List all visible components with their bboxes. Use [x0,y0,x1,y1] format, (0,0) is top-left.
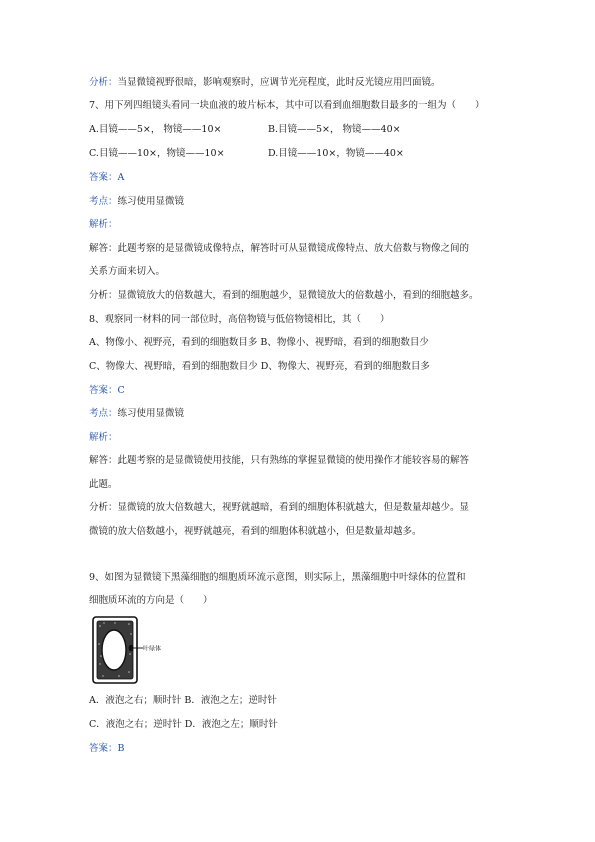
q9-answer-line [89,743,125,755]
q9-options-ab: A．液泡之右；顺时针 B．液泡之左；逆时针 [89,695,277,706]
topic-label: 考点： [89,196,118,207]
q7-topic-line [89,196,184,208]
answer-label: 答案： [89,172,118,183]
q8-answer-line [89,385,125,397]
q7-option-a: A.目镜——5×， 物镜——10× [89,124,222,135]
q8-solution-line-2: 此题。 [89,479,118,490]
chloroplast-label: 叶绿体 [143,645,162,653]
solution-label: 解答： [89,243,118,254]
black-algae-cell-figure [89,614,169,686]
q7-stem: 7、用下列四组镜头看同一块血液的玻片标本，其中可以看到血细胞数目最多的一组为（ ） [89,100,485,111]
q8-solution-line-1 [89,455,469,467]
q8-options-ab: A、物像小、视野亮，看到的细胞数目多 B、物像小、视野暗，看到的细胞数目少 [89,337,429,348]
q8-topic: 练习使用显微镜 [117,408,185,419]
q9-options-cd: C．液泡之右；逆时针 D．液泡之左；顺时针 [89,719,278,730]
q6-analysis-text: 当显微镜视野很暗，影响观察时，应调节光亮程度，此时反光镜应用凹面镜。 [117,77,441,88]
q8-analysis-text-1: 显微镜的放大倍数越大，视野就越暗，看到的细胞体积就越大，但是数量却越少。显 [117,502,470,513]
q8-solution-text-1: 此题考察的是显微镜使用技能，只有熟练的掌握显微镜的使用操作才能较容易的解答 [117,455,470,466]
q7-solution-line-1 [89,243,469,255]
q8-analysis-line-2: 微镜的放大倍数越小，视野就越亮，看到的细胞体积就越小，但是数量却越多。 [89,526,422,537]
q7-solution-line-2: 关系方面来切入。 [89,266,166,277]
answer-label: 答案： [89,385,118,396]
analysis-label: 分析： [89,77,118,88]
q8-parse-label: 解析： [89,432,118,443]
analysis-label: 分析： [89,290,118,301]
q7-solution-text-1: 此题考察的是显微镜成像特点，解答时可从显微镜成像特点、放大倍数与物像之间的 [117,243,470,254]
solution-label: 解答： [89,455,118,466]
q8-topic-line [89,408,184,420]
q7-answer: A [117,172,125,183]
q7-option-b: B.目镜——5×， 物镜——40× [268,124,401,135]
q7-analysis-text: 显微镜放大的倍数越大，看到的细胞越少，显微镜放大的倍数越小，看到的细胞越多。 [117,290,479,301]
q7-analysis-line [89,290,479,302]
q8-options-cd: C、物像大、视野暗，看到的细胞数目少 D、物像大、视野亮，看到的细胞数目多 [89,361,430,372]
q9-stem-line-1: 9、如图为显微镜下黑藻细胞的细胞质环流示意图，则实际上，黑藻细胞中叶绿体的位置和 [89,572,466,583]
q8-analysis-line-1 [89,502,469,514]
q6-analysis-line [89,77,441,89]
q8-stem: 8、观察同一材料的同一部位时，高倍物镜与低倍物镜相比，其（ ） [89,314,390,325]
chloroplast [129,645,134,651]
analysis-label: 分析： [89,502,118,513]
answer-label: 答案： [89,743,118,754]
q8-answer: C [117,385,125,396]
topic-label: 考点： [89,408,118,419]
q9-answer: B [117,743,125,754]
q9-stem-line-2: 细胞质环流的方向是（ ） [89,595,213,606]
q7-parse-label: 解析： [89,219,118,230]
q7-option-c: C.目镜——10×，物镜——10× [89,148,225,159]
q7-answer-line [89,172,124,184]
vacuole [102,630,126,670]
q7-option-d: D.目镜——10×，物镜——40× [268,148,404,159]
q7-topic: 练习使用显微镜 [117,196,185,207]
